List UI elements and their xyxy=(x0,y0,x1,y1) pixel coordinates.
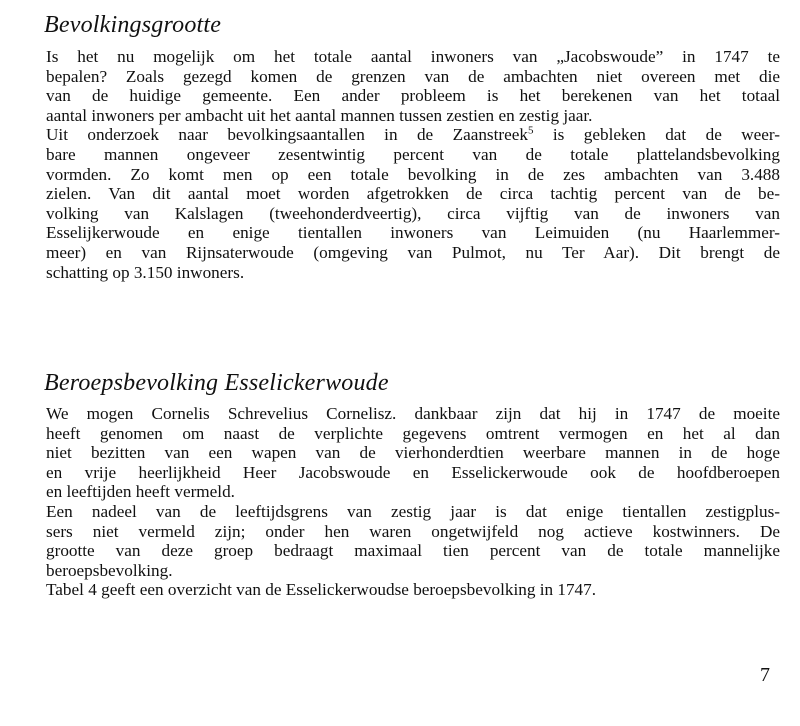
paragraph-table-reference xyxy=(46,580,780,600)
footnote-marker: 5 xyxy=(527,124,534,137)
text-line: sers niet vermeld zijn; onder hen waren ongetwijfeld nog actieve kostwinners. De xyxy=(46,521,780,541)
text-line xyxy=(46,125,780,145)
text-line: en vrije heerlijkheid Heer Jacobswoude en Esselickerwoude ook de hoofdberoepen xyxy=(46,462,780,482)
text-line: niet bezitten van een wapen van de vierhonderdtien weerbare mannen in de hoge xyxy=(46,443,780,463)
text-line: en leeftijden heeft vermeld. xyxy=(46,482,235,502)
text-line: Tabel 4 geeft een overzicht van de Esselickerwoudse beroepsbevolking in 1747. xyxy=(46,580,597,600)
text-line: Esselijkerwoude en enige tientallen inwoners van Leimuiden (nu Haarlemmer- xyxy=(46,223,780,243)
text-line: heeft genomen om naast de verplichte gegevens omtrent vermogen en het al dan xyxy=(46,423,780,443)
text-line: meer) en van Rijnsaterwoude (omgeving van Pulmot, nu Ter Aar). Dit brengt de xyxy=(46,242,780,262)
text-line: beroepsbevolking. xyxy=(46,560,173,580)
text-line: bare mannen ongeveer zesentwintig percent van de totale plattelandsbevolking xyxy=(46,144,780,164)
paragraph-age-limit xyxy=(46,502,780,580)
text-line: grootte van deze groep bedraagt maximaal tien percent van de totale mannelijke xyxy=(46,541,780,561)
section-heading-bevolkingsgrootte: Bevolkingsgrootte xyxy=(44,12,222,38)
text-line: schatting op 3.150 inwoners. xyxy=(46,262,245,282)
text-line: aantal inwoners per ambacht uit het aantal mannen tussen zestien en zestig jaar. xyxy=(46,105,593,125)
page-number: 7 xyxy=(760,664,770,686)
text-line: Een nadeel van de leeftijdsgrens van zestig jaar is dat enige tientallen zestigplus- xyxy=(46,502,780,521)
paragraph-population-estimate xyxy=(46,125,780,282)
text-line: bepalen? Zoals gezegd komen de grenzen van de ambachten niet overeen met die xyxy=(46,66,780,86)
paragraph-professions-intro xyxy=(46,404,780,502)
text-line: van de huidige gemeente. Een ander probleem is het berekenen van het totaal xyxy=(46,86,780,106)
paragraph-population-intro xyxy=(46,47,780,125)
text-line: zielen. Van dit aantal moet worden afgetrokken de circa tachtig percent van de be- xyxy=(46,184,780,204)
section-heading-beroepsbevolking: Beroepsbevolking Esselickerwoude xyxy=(44,370,389,396)
text-line: Is het nu mogelijk om het totale aantal inwoners van „Jacobswoude” in 1747 te xyxy=(46,47,780,66)
text-fragment: is gebleken dat de weer- xyxy=(533,125,780,145)
text-fragment: Uit onderzoek naar bevolkingsaantallen in de Zaanstreek xyxy=(46,125,528,145)
text-line: We mogen Cornelis Schrevelius Cornelisz. dankbaar zijn dat hij in 1747 de moeite xyxy=(46,404,780,423)
text-line: volking van Kalslagen (tweehonderdveertig), circa vijftig van de inwoners van xyxy=(46,203,780,223)
text-line: vormden. Zo komt men op een totale bevolking in de zes ambachten van 3.488 xyxy=(46,164,780,184)
